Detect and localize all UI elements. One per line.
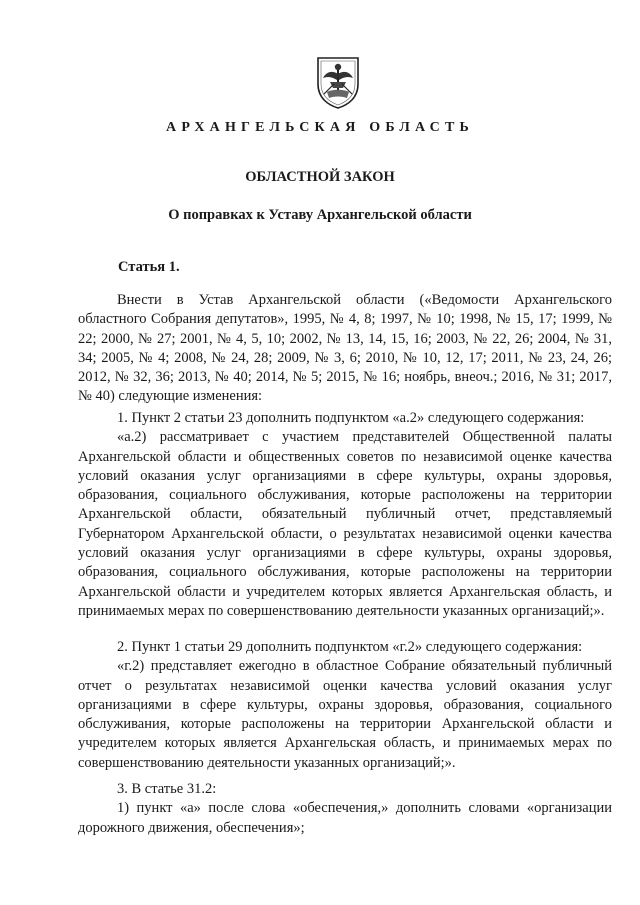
item-1-section: [78, 409, 612, 621]
item-3-heading: 3. В статье 31.2:: [117, 781, 217, 797]
item-2-heading: 2. Пункт 1 статьи 29 дополнить подпунктом «г.2» следующего содержания:: [117, 639, 583, 655]
intro-paragraph: Внести в Устав Архангельской области («Ведомости Архангельского областного Собрания депутатов», 1995, № 4, 8; 1997, № 10; 1998, № 15, 17; 1999, № 22; 2000, № 27; 2001, № 4, 5, 10; 2002, № 13, 14, 15, 16; 2003, № 22, 26; 2004, № 31, 34; 2005, № 4; 2008, № 24, 28; 2009, № 3, 6; 2010, № 10, 12, 17; 2011, № 23, 24, 26; 2012, № 32, 36; 2013, № 40; 2014, № 5; 2015, № 16; ноябрь, внеоч.; 2016, № 31; 2017, № 40) следующие изменения:: [78, 292, 612, 405]
law-type-title: ОБЛАСТНОЙ ЗАКОН: [245, 169, 395, 185]
item-2-section: [78, 638, 612, 773]
article-heading: Статья 1.: [118, 259, 180, 275]
body-intro-section: [78, 291, 612, 407]
region-name: АРХАНГЕЛЬСКАЯ ОБЛАСТЬ: [166, 120, 474, 135]
arkhangelsk-coat-of-arms-icon: [312, 54, 364, 110]
item-1-text: «а.2) рассматривает с участием представителей Общественной палаты Архангельской области и общественных советов по независимой оценке качества условий оказания услуг организациями в сфере культуры, охраны здоровья, образования, социального обслуживания, которые расположены на территории Архангельской области, обязательный публичный отчет, представляемый Губернатором Архангельской области, о результатах независимой оценки качества условий оказания услуг организациями в сфере культуры, охраны здоровья, образования, социального обслуживания, которые расположены на территории Архангельской области и учредителем которых является Архангельская область, и принимаемых мерах по совершенствованию деятельности указанных организаций;».: [78, 429, 612, 619]
item-2-text: «г.2) представляет ежегодно в областное Собрание обязательный публичный отчет о результатах независимой оценки качества условий оказания услуг организациями в сфере культуры, охраны здоровья, образования, социального обслуживания, которые расположены на территории Архангельской области и учредителем которых является Архангельская область, и принимаемых мерах по совершенствованию деятельности указанных организаций;».: [78, 658, 612, 771]
item-3-subitem-1: 1) пункт «а» после слова «обеспечения,» дополнить словами «организации дорожного движения, обеспечения»;: [78, 800, 612, 836]
item-3-section: [78, 780, 612, 838]
item-1-heading: 1. Пункт 2 статьи 23 дополнить подпунктом «а.2» следующего содержания:: [117, 410, 585, 426]
law-subtitle: О поправках к Уставу Архангельской области: [168, 207, 472, 223]
